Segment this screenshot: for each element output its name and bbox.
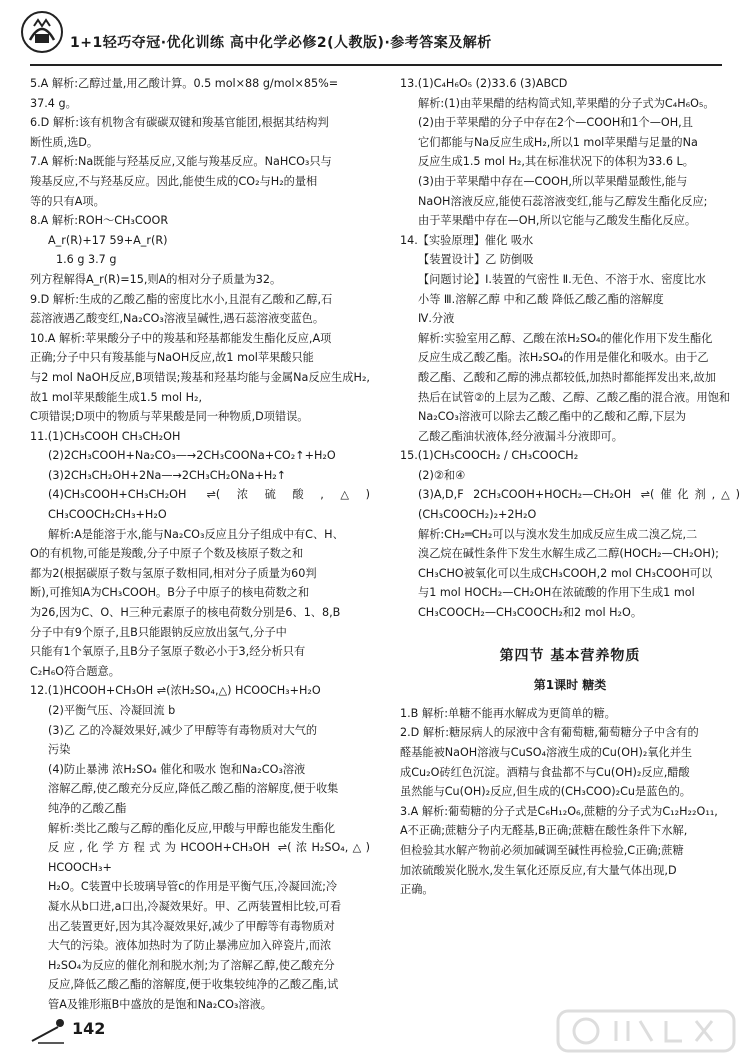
answer-line: 15.(1)CH₃COOCH₂ / CH₃COOCH₂ xyxy=(400,449,579,463)
header-rule xyxy=(30,64,722,66)
answer-line: (3)A,D,F 2CH₃COOH+HOCH₂—CH₂OH ⇌(催化剂,△) (CH₃COOCH₂)₂+2H₂O xyxy=(418,488,740,522)
page-header xyxy=(0,0,750,64)
answer-line: 溴乙烷在碱性条件下发生水解生成乙二醇(HOCH₂—CH₂OH); xyxy=(418,547,719,561)
answer-line: A不正确;蔗糖分子内无醛基,B正确;蔗糖在酸性条件下水解, xyxy=(400,824,688,838)
answer-line: (4)CH₃COOH+CH₃CH₂OH ⇌(浓硫酸,△) CH₃COOCH₂CH₃+H₂O xyxy=(48,488,370,522)
answer-line: 热后在试管②的上层为乙酸、乙醇、乙酸乙酯的混合液。用饱和 xyxy=(418,390,731,404)
answer-line: 与2 mol NaOH反应,B项错误;羧基和羟基均能与金属Na反应生成H₂,故1 mol苹果酸能生成1.5 mol H₂, xyxy=(30,370,370,404)
answer-line: 反应生成乙酸乙酯。浓H₂SO₄的作用是催化和吸水。由于乙 xyxy=(418,351,709,365)
answer-line: H₂O。C装置中长玻璃导管c的作用是平衡气压,冷凝回流;冷 xyxy=(48,880,338,894)
answer-line: (2)平衡气压、冷凝回流 b xyxy=(48,704,176,717)
lesson-title: 第1课时 糖类 xyxy=(533,678,607,693)
answer-line: 6.D 解析:该有机物含有碳碳双键和羧基官能团,根据其结构判 xyxy=(30,116,329,130)
answer-line: 解析:实验室用乙醇、乙酸在浓H₂SO₄的催化作用下发生酯化 xyxy=(418,331,713,345)
answer-line: 9.D 解析:生成的乙酸乙酯的密度比水小,且混有乙酸和乙醇,石 xyxy=(30,292,333,306)
watermark-logo-icon xyxy=(556,1009,736,1053)
answer-line: 1.B 解析:单糖不能再水解成为更简单的糖。 xyxy=(400,706,616,720)
answer-line: 等的只有A项。 xyxy=(30,194,105,208)
answer-line: 11.(1)CH₃COOH CH₃CH₂OH xyxy=(30,429,181,443)
answer-line: 但检验其水解产物前必须加碱调至碱性再检验,C正确;蔗糖 xyxy=(400,843,684,857)
answer-line: 14.【实验原理】催化 吸水 xyxy=(400,233,534,247)
answer-line: 反应,降低乙酸乙酯的溶解度,便于收集较纯净的乙酸乙酯,试 xyxy=(48,978,339,992)
answer-line: 【问题讨论】Ⅰ.装置的气密性 Ⅱ.无色、不溶于水、密度比水 xyxy=(418,272,706,286)
answer-line: 【装置设计】乙 防倒吸 xyxy=(418,253,534,267)
answer-line: 12.(1)HCOOH+CH₃OH ⇌(浓H₂SO₄,△) HCOOCH₃+H₂O xyxy=(30,684,321,698)
answer-line: 1.6 g 3.7 g xyxy=(56,253,117,267)
answer-line: (3)2CH₃CH₂OH+2Na—→2CH₃CH₂ONa+H₂↑ xyxy=(48,468,287,482)
answer-line: 蕊溶液遇乙酸变红,Na₂CO₃溶液呈碱性,遇石蕊溶液变蓝色。 xyxy=(30,312,325,326)
answer-line: (2)②和④ xyxy=(418,468,466,482)
answer-line: 2.D 解析:糖尿病人的尿液中含有葡萄糖,葡萄糖分子中含有的 xyxy=(400,726,699,740)
answer-line: 只能有1个氧原子,且B分子氢原子数必小于3,经分析只有 xyxy=(30,645,306,659)
answer-line: 3.A 解析:葡萄糖的分子式是C₆H₁₂O₆,蔗糖的分子式为C₁₂H₂₂O₁₁, xyxy=(400,804,718,818)
answer-line: (3)由于苹果醋中存在—COOH,所以苹果醋显酸性,能与 xyxy=(418,174,688,188)
answer-line: NaOH溶液反应,能使石蕊溶液变红,能与乙醇发生酯化反应; xyxy=(418,194,708,208)
answer-line: (4)防止暴沸 浓H₂SO₄ 催化和吸水 饱和Na₂CO₃溶液 xyxy=(48,762,306,776)
answer-line: 醛基能被NaOH溶液与CuSO₄溶液生成的Cu(OH)₂氧化并生 xyxy=(400,746,693,759)
answer-line: 与1 mol HOCH₂—CH₂OH在浓硫酸的作用下生成1 mol xyxy=(418,586,695,600)
answer-line: 正确。 xyxy=(400,883,434,897)
answer-line: 它们都能与Na反应生成H₂,所以1 mol苹果醋与足量的Na xyxy=(418,135,698,149)
answer-line: 解析:(1)由苹果醋的结构简式知,苹果醋的分子式为C₄H₆O₅。 xyxy=(418,96,715,110)
answer-line: 反应,化学方程式为HCOOH+CH₃OH ⇌(浓H₂SO₄,△) HCOOCH₃+ xyxy=(48,841,370,874)
answer-line: (2)由于苹果醋的分子中存在2个—COOH和1个—OH,且 xyxy=(418,116,693,130)
answer-line: CH₃COOCH₂—CH₃COOCH₂和2 mol H₂O。 xyxy=(418,606,643,620)
answer-line: C项错误;D项中的物质与苹果酸是同一种物质,D项错误。 xyxy=(30,410,309,424)
answer-line: 列方程解得A_r(R)=15,则A的相对分子质量为32。 xyxy=(30,272,282,286)
answer-line: 断性质,选D。 xyxy=(30,135,99,149)
answer-line: 凝水从b口进,a口出,冷凝效果好。甲、乙两装置相比较,可看 xyxy=(48,899,342,913)
section-title: 第四节 基本营养物质 xyxy=(499,647,641,664)
answer-line: Ⅳ.分液 xyxy=(418,312,455,326)
answer-line: 污染 xyxy=(48,743,71,757)
answer-line: O的有机物,可能是羧酸,分子中原子个数及核原子数之和 xyxy=(30,547,304,561)
book-logo-icon xyxy=(20,10,64,54)
answer-line: 10.A 解析:苹果酸分子中的羧基和羟基都能发生酯化反应,A项 xyxy=(30,331,332,345)
page-number: 142 xyxy=(72,1019,106,1038)
answer-line: 分子中有9个原子,且B只能跟钠反应放出氢气,分子中 xyxy=(30,625,287,639)
answer-line: 溶解乙醇,使乙酸充分反应,降低乙酸乙酯的溶解度,便于收集 xyxy=(48,782,339,796)
answer-line: 酸乙酯、乙酸和乙醇的沸点都较低,加热时都能挥发出来,故加 xyxy=(418,370,716,384)
answer-line: CH₃CHO被氧化可以生成CH₃COOH,2 mol CH₃COOH可以 xyxy=(418,566,713,580)
answer-line: 为26,因为C、O、H三种元素原子的核电荷数分别是6、1、8,B xyxy=(30,606,341,620)
left-column xyxy=(30,74,370,1015)
right-column xyxy=(400,74,740,900)
header-title: 1+1轻巧夺冠·优化训练 高中化学必修2(人教版)·参考答案及解析 xyxy=(70,35,492,51)
answer-line: 羧基反应,不与羟基反应。因此,能使生成的CO₂与H₂的量相 xyxy=(30,174,318,188)
answer-line: 乙酸乙酯油状液体,经分液漏斗分液即可。 xyxy=(418,429,623,443)
answer-line: 7.A 解析:Na既能与羟基反应,又能与羧基反应。NaHCO₃只与 xyxy=(30,155,332,169)
answer-line: 正确;分子中只有羧基能与NaOH反应,故1 mol苹果酸只能 xyxy=(30,351,314,365)
answer-line: 5.A 解析:乙醇过量,用乙酸计算。0.5 mol×88 g/mol×85%= xyxy=(30,77,339,90)
answer-line: 出乙装置更好,因为其冷凝效果好,减少了甲醇等有毒物质对 xyxy=(48,919,335,933)
answer-line: 37.4 g。 xyxy=(30,96,77,110)
answer-line: H₂SO₄为反应的催化剂和脱水剂;为了溶解乙醇,使乙酸充分 xyxy=(48,958,335,972)
answer-line: 解析:类比乙酸与乙醇的酯化反应,甲酸与甲醇也能发生酯化 xyxy=(48,821,336,835)
writing-figure-icon xyxy=(28,1013,68,1045)
answer-line: 反应生成1.5 mol H₂,其在标准状况下的体积为33.6 L。 xyxy=(418,155,694,169)
answer-line: 小等 Ⅲ.溶解乙醇 中和乙酸 降低乙酸乙酯的溶解度 xyxy=(418,292,664,306)
answer-line: 13.(1)C₄H₆O₅ (2)33.6 (3)ABCD xyxy=(400,77,568,90)
answer-line: 虽然能与Cu(OH)₂反应,但生成的(CH₃COO)₂Cu是蓝色的。 xyxy=(400,785,691,799)
answer-line: 大气的污染。液体加热时为了防止暴沸应加入碎瓷片,而浓 xyxy=(48,939,332,953)
answer-line: 解析:A是能溶于水,能与Na₂CO₃反应且分子组成中有C、H、 xyxy=(48,527,344,541)
answer-line: 管A及锥形瓶B中盛放的是饱和Na₂CO₃溶液。 xyxy=(48,997,272,1011)
answer-line: 断),可推知A为CH₃COOH。B分子中原子的核电荷数之和 xyxy=(30,586,310,600)
answer-line: 8.A 解析:ROH～CH₃COOR xyxy=(30,214,169,228)
answer-line: 解析:CH₂═CH₂可以与溴水发生加成反应生成二溴乙烷,二 xyxy=(418,527,698,541)
answer-line: 纯净的乙酸乙酯 xyxy=(48,801,127,815)
answer-line: A_r(R)+17 59+A_r(R) xyxy=(48,233,168,247)
page-footer xyxy=(0,1005,750,1053)
answer-line: 都为2(根据碳原子数与氢原子数相同,相对分子质量为60判 xyxy=(30,566,317,580)
answer-line: (3)乙 乙的冷凝效果好,减少了甲醇等有毒物质对大气的 xyxy=(48,723,318,737)
answer-line: 成Cu₂O砖红色沉淀。酒精与食盐都不与Cu(OH)₂反应,醋酸 xyxy=(400,765,690,779)
answer-line: C₂H₆O符合题意。 xyxy=(30,664,120,678)
answer-line: Na₂CO₃溶液可以除去乙酸乙酯中的乙酸和乙醇,下层为 xyxy=(418,410,687,424)
answer-line: 由于苹果醋中存在—OH,所以它能与乙酸发生酯化反应。 xyxy=(418,214,697,228)
answer-line: 加浓硫酸炭化脱水,发生氧化还原反应,有大量气体出现,D xyxy=(400,863,677,877)
answer-line: (2)2CH₃COOH+Na₂CO₃—→2CH₃COONa+CO₂↑+H₂O xyxy=(48,449,336,463)
